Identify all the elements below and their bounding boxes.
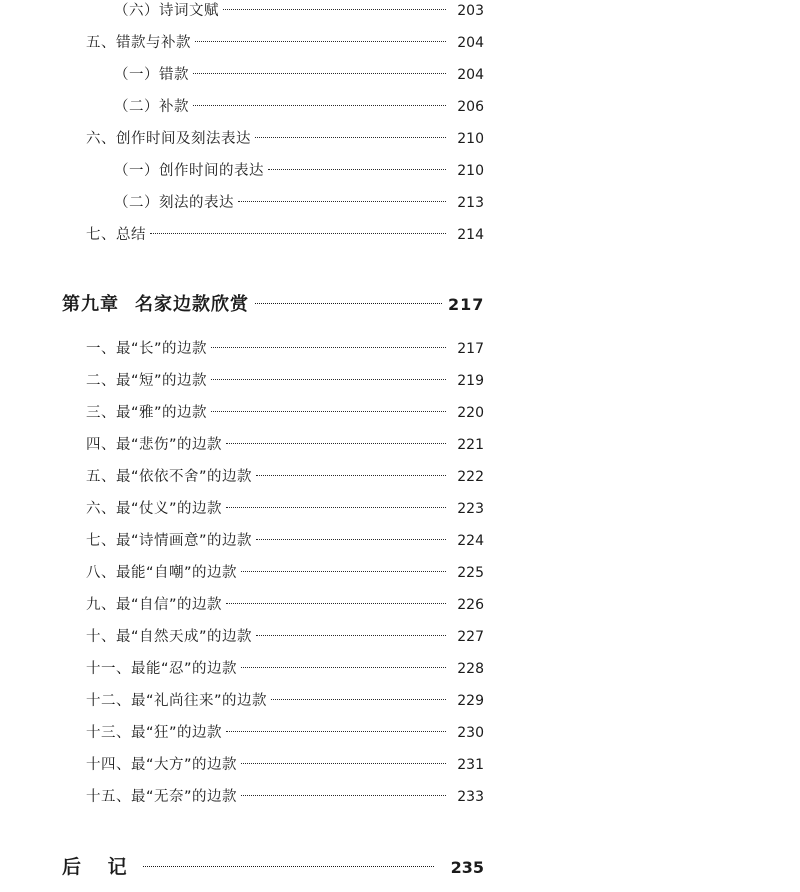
toc-entry-page: 228: [457, 660, 484, 677]
leader-dots: [223, 0, 446, 15]
leader-dots: [256, 626, 446, 641]
toc-entry[interactable]: [0, 96, 800, 128]
toc-entry-page: 231: [457, 756, 484, 773]
toc-entry-page: 226: [457, 596, 484, 613]
leader-dots: [226, 594, 446, 609]
toc-entry-page: 225: [457, 564, 484, 581]
toc-entry[interactable]: [0, 434, 800, 466]
section-gap: [0, 256, 800, 290]
leader-dots: [255, 128, 446, 143]
leader-dots: [268, 160, 446, 175]
leader-dots: [255, 292, 442, 310]
chapter-page: 217: [448, 295, 485, 314]
toc-entry-page: 227: [457, 628, 484, 645]
leader-dots: [271, 690, 446, 705]
toc-entry-label: 二、最“短”的边款: [86, 372, 208, 389]
postscript-page: 235: [450, 858, 484, 877]
toc-entry-label: 一、最“长”的边款: [86, 340, 208, 357]
toc-entry[interactable]: [0, 402, 800, 434]
toc-entry-label: （一）错款: [114, 66, 189, 83]
toc-entry-label: （二）刻法的表达: [114, 194, 234, 211]
leader-dots: [195, 32, 446, 47]
toc-entry[interactable]: [0, 370, 800, 402]
leader-dots: [241, 658, 446, 673]
leader-dots: [143, 854, 434, 873]
toc-entry-page: 224: [457, 532, 484, 549]
toc-entry-label: 十三、最“狂”的边款: [86, 724, 223, 741]
toc-entry-label: 八、最能“自嘲”的边款: [86, 564, 238, 581]
toc-postscript[interactable]: [0, 852, 800, 892]
chapter-title: 名家边款欣赏: [135, 294, 249, 315]
leader-dots: [238, 192, 446, 207]
toc-entry-label: 七、总结: [86, 226, 146, 243]
leader-dots: [211, 338, 446, 353]
toc-entry-page: 219: [457, 372, 484, 389]
leader-dots: [193, 64, 446, 79]
toc-entry-label: 十五、最“无奈”的边款: [86, 788, 238, 805]
toc-entry-page: 229: [457, 692, 484, 709]
leader-dots: [241, 786, 446, 801]
leader-dots: [256, 466, 446, 481]
leader-dots: [193, 96, 446, 111]
leader-dots: [241, 562, 446, 577]
toc-entry-page: 222: [457, 468, 484, 485]
toc-entry-label: （六）诗词文赋: [114, 2, 219, 19]
toc-entry-page: 217: [457, 340, 484, 357]
toc-entry-label: 十一、最能“忍”的边款: [86, 660, 238, 677]
toc-entry-page: 233: [457, 788, 484, 805]
toc-entry[interactable]: [0, 192, 800, 224]
toc-entry[interactable]: [0, 32, 800, 64]
toc-chapter-heading[interactable]: [0, 290, 800, 330]
toc-entry-label: 四、最“悲伤”的边款: [86, 436, 223, 453]
toc-entry[interactable]: [0, 338, 800, 370]
toc-entry-page: 214: [457, 226, 484, 243]
leader-dots: [241, 754, 446, 769]
toc-entry[interactable]: [0, 0, 800, 32]
toc-entry-page: 204: [457, 34, 484, 51]
chapter-gap: [0, 330, 800, 338]
chapter-number: 第九章: [62, 294, 119, 315]
toc-entry[interactable]: [0, 64, 800, 96]
toc-entry-page: 204: [457, 66, 484, 83]
toc-entry-label: 三、最“雅”的边款: [86, 404, 208, 421]
toc-entry-page: 210: [457, 162, 484, 179]
toc-entry[interactable]: [0, 690, 800, 722]
toc-entry[interactable]: [0, 530, 800, 562]
toc-entry[interactable]: [0, 658, 800, 690]
toc-entry-label: 十二、最“礼尚往来”的边款: [86, 692, 268, 709]
toc-entry[interactable]: [0, 722, 800, 754]
toc-entry-label: 十、最“自然天成”的边款: [86, 628, 253, 645]
leader-dots: [226, 434, 446, 449]
toc-entry-page: 223: [457, 500, 484, 517]
toc-entry[interactable]: [0, 626, 800, 658]
toc-entry[interactable]: [0, 562, 800, 594]
toc-entry[interactable]: [0, 466, 800, 498]
leader-dots: [226, 498, 446, 513]
toc-entry-page: 203: [457, 2, 484, 19]
toc-entry-label: 五、错款与补款: [86, 34, 191, 51]
leader-dots: [256, 530, 446, 545]
toc-entry-page: 221: [457, 436, 484, 453]
toc-entry-page: 210: [457, 130, 484, 147]
toc-entry[interactable]: [0, 224, 800, 256]
leader-dots: [211, 370, 446, 385]
toc-entry-page: 213: [457, 194, 484, 211]
toc-entry[interactable]: [0, 754, 800, 786]
toc-entry[interactable]: [0, 128, 800, 160]
toc-entry-label: 六、最“仗义”的边款: [86, 500, 223, 517]
toc-entry-label: 十四、最“大方”的边款: [86, 756, 238, 773]
section-gap: [0, 818, 800, 852]
toc-entry-label: 六、创作时间及刻法表达: [86, 130, 251, 147]
toc-entry[interactable]: [0, 786, 800, 818]
toc-entry-label: 九、最“自信”的边款: [86, 596, 223, 613]
toc-entry-label: （二）补款: [114, 98, 189, 115]
toc-entry-page: 230: [457, 724, 484, 741]
toc-entry-label: （一）创作时间的表达: [114, 162, 264, 179]
toc-entry-label: 七、最“诗情画意”的边款: [86, 532, 253, 549]
postscript-label: 后 记: [62, 856, 137, 878]
toc-entry-page: 220: [457, 404, 484, 421]
leader-dots: [150, 224, 446, 239]
leader-dots: [226, 722, 446, 737]
toc-entry-label: 五、最“依依不舍”的边款: [86, 468, 253, 485]
toc-entry-page: 206: [457, 98, 484, 115]
toc-entry[interactable]: [0, 594, 800, 626]
toc-entry[interactable]: [0, 160, 800, 192]
leader-dots: [211, 402, 446, 417]
toc-entry[interactable]: [0, 498, 800, 530]
